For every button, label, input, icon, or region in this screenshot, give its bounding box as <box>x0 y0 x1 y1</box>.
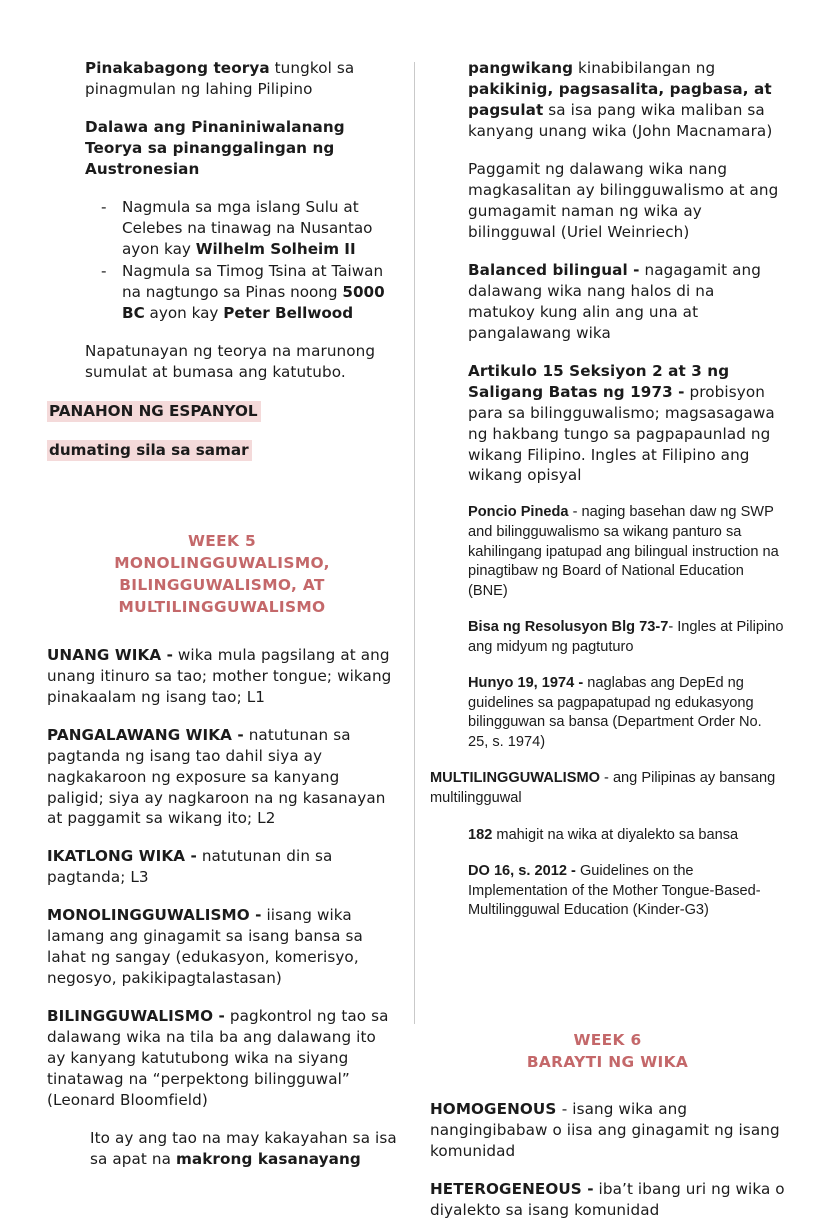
term-definition: wika mula pagsilang at ang unang itinuro sa tao; mother tongue; wikang pinakaalam ng isang tao; L1 <box>47 645 392 706</box>
week-5-heading <box>47 531 397 619</box>
spacer <box>430 938 785 1030</box>
term-label: PANGALAWANG WIKA - <box>47 725 244 744</box>
heading-dalawang-teorya <box>85 117 397 180</box>
term-definition: probisyon para sa bilingguwalismo; magsasagawa ng hakbang tungo sa pagpapaunlad ng wikang Filipino. Ingles at Filipino ang wikang opisyal <box>468 382 775 485</box>
paragraph-napatunayan: Napatunayan ng teorya na marunong sumulat at bumasa ang katutubo. <box>85 341 376 381</box>
term-definition: Guidelines on the Implementation of the Mother Tongue-Based-Multilingguwal Education (Kinder-G3) <box>468 863 761 919</box>
term-definition: pagkontrol ng tao sa dalawang wika na tila ba ang dalawang ito ay kanyang katutubong wika na siyang tinatawag na “perpektong bilingguwal” (Leonard Bloomfield) <box>47 1007 389 1110</box>
term-label: Poncio Pineda <box>468 504 569 521</box>
term-hunyo-19-1974 <box>468 674 785 752</box>
paragraph-pinakabagong-teorya <box>85 58 397 100</box>
term-pangalawang-wika <box>47 725 397 830</box>
term-definition: natutunan sa pagtanda ng isang tao dahil siya ay nagkakaroon ng exposure sa kanyang paligid; siya ay nagkaroon na ng kasanayan at paggamit sa wikang ito; L2 <box>47 725 386 828</box>
term-bilingguwalismo <box>47 1006 397 1111</box>
column-divider <box>414 62 415 1024</box>
term-definition: - naging basehan daw ng SWP and bilingguwalismo sa wikang panturo sa kahilingang ipatupad ang bilingual instruction na pinagtibaw ng Board of National Education (BNE) <box>468 504 779 599</box>
week-6-line-1: WEEK 6 <box>573 1030 642 1049</box>
term-poncio-pineda <box>468 503 785 601</box>
theory-bullet-list <box>47 197 397 324</box>
term-unang-wika <box>47 645 397 708</box>
fact-182-wika <box>468 826 785 846</box>
term-definition: - Ingles at Pilipino ang midyum ng pagtuturo <box>468 619 784 655</box>
bullet-text-mid: ayon kay <box>144 303 224 322</box>
term-definition: natutunan din sa pagtanda; L3 <box>47 847 333 887</box>
fact-number: 182 <box>468 826 493 843</box>
term-label: Artikulo 15 Seksiyon 2 at 3 ng Saligang Batas ng 1973 - <box>468 361 730 401</box>
term-label: UNANG WIKA - <box>47 645 173 664</box>
bold-pinakabagong-teorya: Pinakabagong teorya <box>85 59 270 77</box>
text-mid-1: kinabibilangan ng <box>573 59 716 77</box>
term-definition: naglabas ang DepEd ng guidelines sa pagpapatupad ng edukasyong bilingguwan sa bansa (Department Order No. 25, s. 1974) <box>468 675 762 750</box>
week-5-line-3: BILINGGUWALISMO, AT <box>119 575 325 594</box>
list-item <box>101 261 397 324</box>
term-label: IKATLONG WIKA - <box>47 847 197 866</box>
highlight-dumating-sila-sa-samar <box>47 439 397 462</box>
fact-text: mahigit na wika at diyalekto sa bansa <box>492 826 739 843</box>
term-artikulo-15 <box>468 361 785 487</box>
bullet-bold-2: Peter Bellwood <box>223 303 354 322</box>
spacer <box>430 1073 785 1099</box>
closing-text: Ito ay ang tao na may kakayahan sa isa sa apat na <box>90 1129 397 1169</box>
spacer <box>47 619 397 645</box>
dash-marker-icon: - <box>101 197 107 216</box>
spacer <box>47 479 397 531</box>
closing-bold: makrong kasanayang <box>175 1150 361 1169</box>
week-6-heading <box>430 1030 785 1074</box>
paragraph-makrong-kasanayang <box>90 1128 397 1170</box>
term-definition: - ang Pilipinas ay bansang multilingguwal <box>430 770 776 806</box>
highlight-panahon-ng-espanyol <box>47 400 397 423</box>
list-item <box>101 197 397 260</box>
bullet-bold: 5000 BC <box>122 282 385 322</box>
week-5-line-2: MONOLINGGUWALISMO, <box>114 554 330 573</box>
week-5-line-4: MULTILINGGUWALISMO <box>118 597 326 616</box>
term-label: Balanced bilingual - <box>468 260 640 279</box>
term-label: MULTILINGGUWALISMO <box>430 770 600 787</box>
left-column <box>47 58 397 1170</box>
bullet-bold: Wilhelm Solheim II <box>195 239 356 258</box>
term-label: BILINGGUWALISMO - <box>47 1007 225 1026</box>
bullet-text-before: Nagmula sa Timog Tsina at Taiwan na nagtungo sa Pinas noong <box>122 261 384 301</box>
term-definition: iisang wika lamang ang ginagamit sa isang bansa sa lahat ng sangay (edukasyon, komerisyo, negosyo, pakikipagtalastasan) <box>47 906 363 988</box>
term-label: Hunyo 19, 1974 - <box>468 675 584 692</box>
term-heterogeneous <box>430 1179 785 1221</box>
highlight-text: PANAHON NG ESPANYOL <box>47 401 261 422</box>
week-5-line-1: WEEK 5 <box>187 532 257 551</box>
heading-dalawang-teorya-text: Dalawa ang Pinaniniwalanang Teorya sa pinanggalingan ng Austronesian <box>85 117 345 178</box>
bold-makrong-kasanayan-list: pakikinig, pagsasalita, pagbasa, at pagsulat <box>468 79 772 119</box>
term-do-16-s-2012 <box>468 862 785 921</box>
dash-marker-icon: - <box>101 261 107 280</box>
term-definition: iba’t ibang uri ng wika o diyalekto sa isang komunidad <box>430 1180 785 1220</box>
term-definition: nagagamit ang dalawang wika nang halos di na matukoy kung alin ang una at pangalawang wika <box>468 260 762 342</box>
term-monolingguwalismo <box>47 905 397 989</box>
right-column <box>430 58 785 1221</box>
term-ikatlong-wika <box>47 846 397 888</box>
term-label: HOMOGENOUS <box>430 1100 562 1119</box>
term-definition: - isang wika ang nangingibabaw o iisa ang ginagamit ng isang komunidad <box>430 1100 780 1161</box>
highlight-text: dumating sila sa samar <box>47 440 252 461</box>
term-label: MONOLINGGUWALISMO - <box>47 906 262 925</box>
text-pinakabagong-teorya-rest: tungkol sa pinagmulan ng lahing Pilipino <box>85 59 355 98</box>
term-bisa-ng-resolusyon <box>468 618 785 657</box>
term-label: DO 16, s. 2012 - <box>468 863 576 880</box>
paragraph-paggamit-dalawang-wika: Paggamit ng dalawang wika nang magkasalitan ay bilingguwalismo at ang gumagamit naman ng wika ay bilingguwal (Uriel Weinriech) <box>468 159 779 241</box>
bullet-text-before: Nagmula sa mga islang Sulu at Celebes na tinawag na Nusantao ayon kay <box>122 197 373 258</box>
bold-pangwikang: pangwikang <box>468 59 574 77</box>
paragraph-pangwikang <box>468 58 785 142</box>
text-rest: sa isa pang wika maliban sa kanyang unang wika (John Macnamara) <box>468 100 773 140</box>
term-homogenous <box>430 1099 785 1162</box>
term-label: HETEROGENEOUS - <box>430 1180 594 1199</box>
term-balanced-bilingual <box>468 260 785 344</box>
term-multilingguwalismo <box>430 769 785 808</box>
week-6-line-2: BARAYTI NG WIKA <box>526 1052 689 1071</box>
term-label: Bisa ng Resolusyon Blg 73-7 <box>468 619 669 636</box>
